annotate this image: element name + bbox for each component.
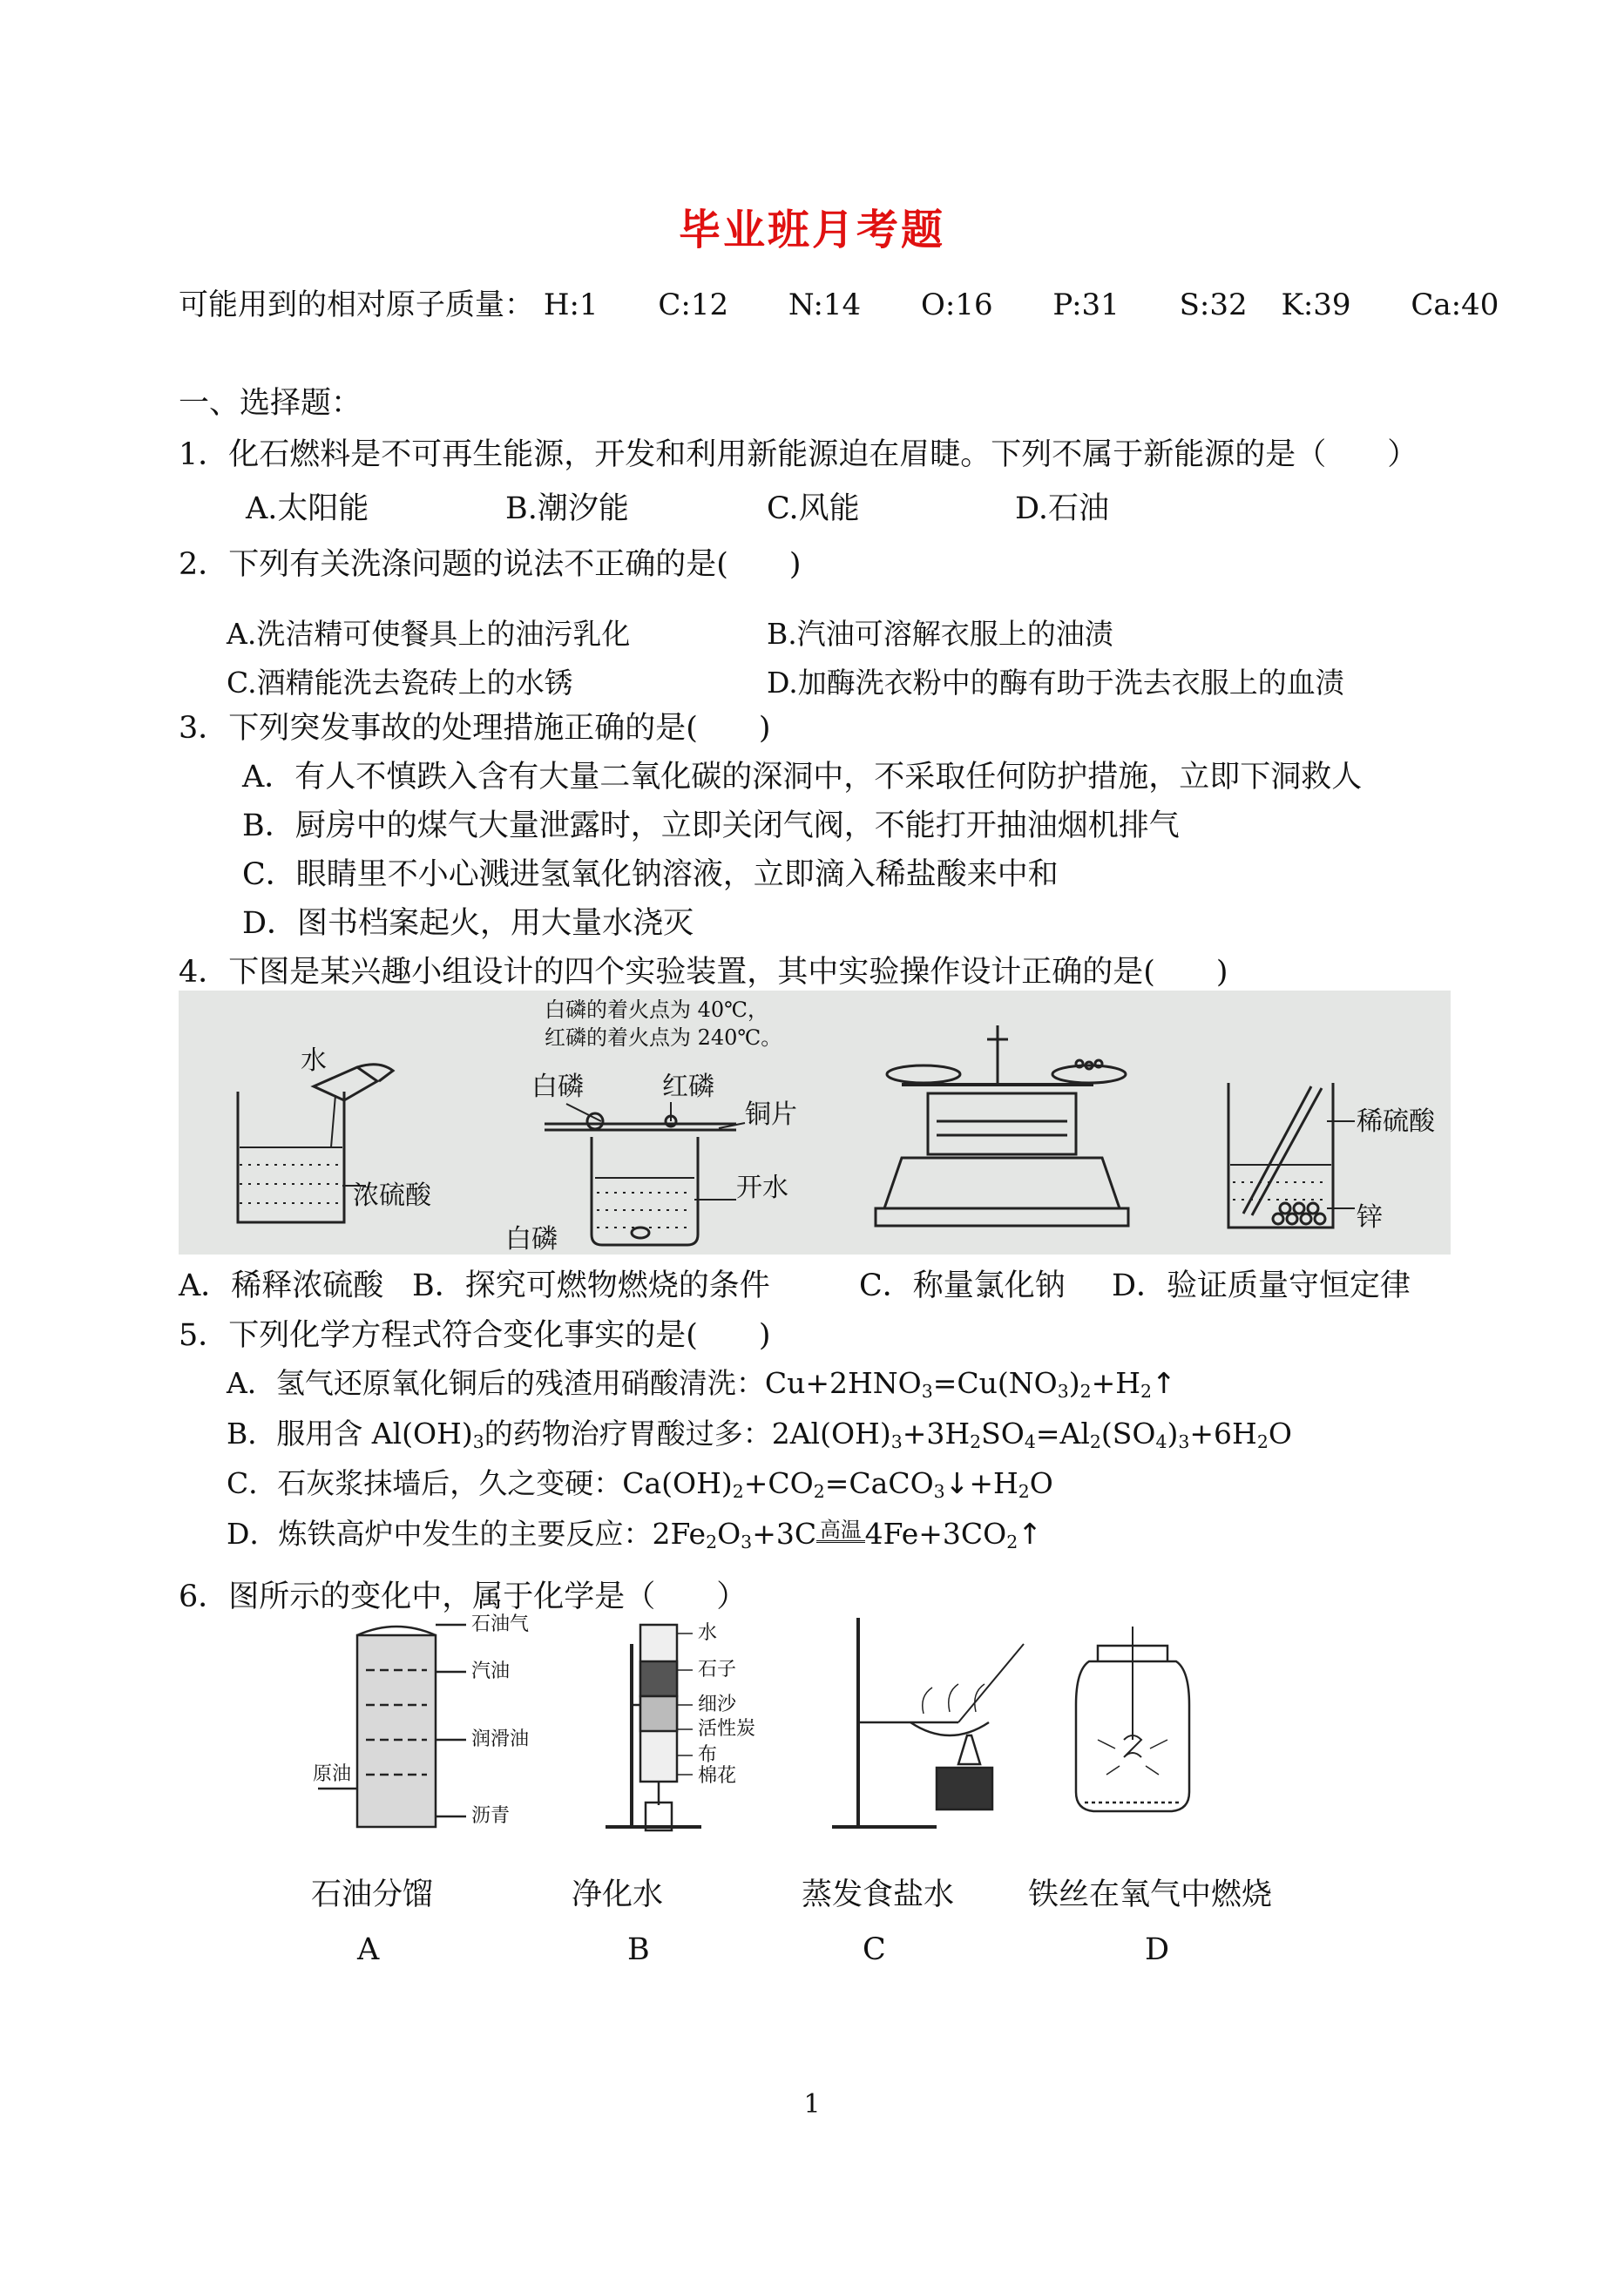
label-white-p: 白磷 bbox=[531, 1072, 584, 1102]
q6-stem: 6．图所示的变化中，属于化学是（ ） bbox=[179, 1579, 748, 1614]
label-note2: 红磷的着火点为 240℃。 bbox=[545, 1025, 782, 1050]
q4-option-b: B．探究可燃物燃烧的条件 bbox=[412, 1268, 770, 1303]
q3-option-b: B．厨房中的煤气大量泄露时，立即关闭气阀，不能打开抽油烟机排气 bbox=[242, 808, 1180, 843]
label-cotton: 棉花 bbox=[698, 1765, 737, 1787]
q4-apparatus-drawing bbox=[179, 991, 1451, 1255]
page-title: 毕业班月考题 bbox=[678, 206, 945, 254]
label-zinc: 锌 bbox=[1357, 1202, 1383, 1233]
q1-option-c: C.风能 bbox=[767, 491, 860, 526]
q6-figure bbox=[309, 1609, 1207, 1853]
mass-h: H:1 bbox=[543, 287, 599, 322]
mass-o: O:16 bbox=[921, 287, 993, 322]
label-gas: 石油气 bbox=[471, 1613, 530, 1635]
q4-option-d: D．验证质量守恒定律 bbox=[1112, 1268, 1411, 1303]
q5-d-equation: $2Fe_2O_3+3C$ 高温 $4Fe+3CO_2↑$ bbox=[652, 1517, 1042, 1553]
q6-letter-a: A bbox=[357, 1932, 380, 1967]
label-stone: 石子 bbox=[698, 1659, 737, 1681]
masses-label: 可能用到的相对原子质量： bbox=[179, 287, 534, 322]
mass-p: P:31 bbox=[1052, 287, 1120, 322]
q4-option-a: A．稀释浓硫酸 bbox=[179, 1268, 384, 1303]
q3-option-d: D．图书档案起火，用大量水浇灭 bbox=[242, 906, 694, 941]
q5-a-equation: $Cu+2HNO_3=Cu(NO_3)_2+H_2↑$ bbox=[764, 1366, 1176, 1403]
q6-letter-d: D bbox=[1145, 1932, 1170, 1967]
q6-letter-b: B bbox=[627, 1932, 650, 1967]
q5-b-text2: 的药物治疗胃酸过多： bbox=[484, 1417, 772, 1451]
q2-option-c: C.酒精能洗去瓷砖上的水锈 bbox=[227, 666, 573, 700]
label-water: 水 bbox=[301, 1045, 327, 1076]
label-asphalt: 沥青 bbox=[471, 1805, 511, 1827]
label-w: 水 bbox=[698, 1622, 718, 1644]
q5-option-a bbox=[227, 1361, 1176, 1402]
q5-a-text: A．氢气还原氧化铜后的残渣用硝酸清洗： bbox=[227, 1366, 765, 1400]
q6-apparatus-drawing bbox=[309, 1609, 1207, 1853]
label-gasoline: 汽油 bbox=[471, 1661, 511, 1682]
label-crude: 原油 bbox=[313, 1763, 352, 1785]
label-note1: 白磷的着火点为 40℃， bbox=[545, 998, 769, 1022]
q5-c-text: C．石灰浆抹墙后，久之变硬： bbox=[227, 1466, 623, 1500]
q5-option-d bbox=[227, 1512, 1042, 1552]
q5-d-text: D．炼铁高炉中发生的主要反应： bbox=[227, 1517, 653, 1551]
label-boiling: 开水 bbox=[736, 1173, 788, 1203]
q3-option-c: C．眼睛里不小心溅进氢氧化钠溶液，立即滴入稀盐酸来中和 bbox=[242, 857, 1059, 892]
reaction-condition: 高温 bbox=[816, 1520, 865, 1544]
q5-stem: 5．下列化学方程式符合变化事实的是( ) bbox=[179, 1318, 771, 1353]
label-lube: 润滑油 bbox=[471, 1728, 530, 1750]
q5-option-b: B．服用含 $Al(OH)_3$的药物治疗胃酸过多：$2Al(OH)_3+3H_2SO_4=Al_2(SO_4)_3+6H_2O$ bbox=[227, 1417, 1292, 1453]
q5-b-equation: $2Al(OH)_3+3H_2SO_4=Al_2(SO_4)_3+6H_2O$ bbox=[771, 1417, 1292, 1453]
label-sand: 细沙 bbox=[698, 1694, 737, 1715]
q5-b-text: B．服用含 Al(OH) bbox=[227, 1417, 473, 1451]
mass-s: S:32 bbox=[1179, 287, 1248, 322]
q4-stem: 4．下图是某兴趣小组设计的四个实验装置，其中实验操作设计正确的是( ) bbox=[179, 955, 1228, 990]
label-conc-acid: 浓硫酸 bbox=[353, 1180, 431, 1211]
mass-k: K:39 bbox=[1281, 287, 1351, 322]
q2-option-a: A.洗洁精可使餐具上的油污乳化 bbox=[227, 617, 631, 651]
page-number: 1 bbox=[803, 2089, 821, 2120]
label-dil-acid: 稀硫酸 bbox=[1357, 1106, 1435, 1137]
mass-c: C:12 bbox=[658, 287, 729, 322]
q2-option-d: D.加酶洗衣粉中的酶有助于洗去衣服上的血渍 bbox=[767, 666, 1344, 700]
section-heading: 一、选择题： bbox=[179, 386, 362, 421]
q5-option-c bbox=[227, 1461, 1053, 1502]
label-cloth: 布 bbox=[698, 1744, 718, 1766]
q1-option-b: B.潮汐能 bbox=[505, 491, 629, 526]
label-white-p2: 白磷 bbox=[505, 1224, 558, 1255]
q6-caption-d: 铁丝在氧气中燃烧 bbox=[1028, 1877, 1273, 1912]
mass-ca: Ca:40 bbox=[1411, 287, 1499, 322]
mass-n: N:14 bbox=[788, 287, 862, 322]
q1-option-a: A.太阳能 bbox=[246, 491, 369, 526]
q2-option-b: B.汽油可溶解衣服上的油渍 bbox=[767, 617, 1113, 651]
label-carbon: 活性炭 bbox=[698, 1718, 756, 1740]
q6-caption-b: 净化水 bbox=[572, 1877, 664, 1912]
q4-option-c: C．称量氯化钠 bbox=[859, 1268, 1066, 1303]
q3-option-a: A．有人不慎跌入含有大量二氧化碳的深洞中，不采取任何防护措施，立即下洞救人 bbox=[242, 760, 1363, 795]
q3-stem: 3．下列突发事故的处理措施正确的是( ) bbox=[179, 711, 771, 746]
q6-caption-a: 石油分馏 bbox=[311, 1877, 434, 1912]
q6-letter-c: C bbox=[863, 1932, 886, 1967]
atomic-masses bbox=[179, 281, 1499, 323]
label-red-p: 红磷 bbox=[662, 1072, 714, 1102]
q4-figure bbox=[179, 991, 1451, 1255]
q6-caption-c: 蒸发食盐水 bbox=[802, 1877, 955, 1912]
q5-c-equation: $Ca(OH)_2+CO_2=CaCO_3↓+H_2O$ bbox=[622, 1466, 1053, 1503]
q2-stem: 2．下列有关洗涤问题的说法不正确的是( ) bbox=[179, 547, 802, 582]
q1-option-d: D.石油 bbox=[1015, 491, 1109, 526]
label-copper: 铜片 bbox=[745, 1099, 797, 1130]
q1-stem: 1．化石燃料是不可再生能源，开发和利用新能源迫在眉睫。下列不属于新能源的是（ ） bbox=[179, 437, 1418, 472]
